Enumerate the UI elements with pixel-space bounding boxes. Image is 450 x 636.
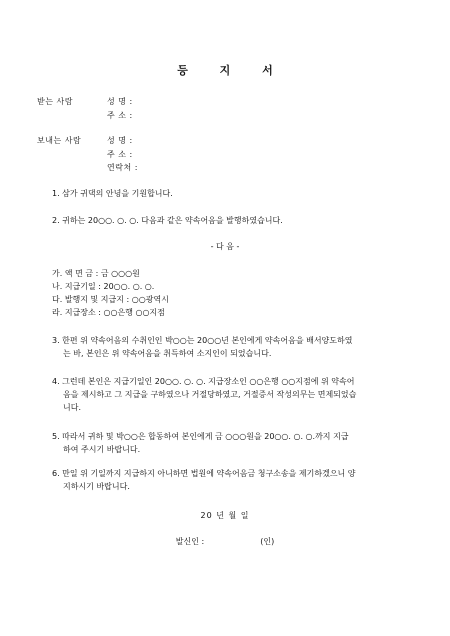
sender-contact-label: 연락처 :: [107, 163, 138, 172]
recipient-address-label: 주 소 :: [107, 111, 133, 120]
recipient-name-label: 성 명 :: [107, 97, 133, 106]
paragraph-3: [52, 334, 412, 360]
sender-label: 보내는 사람: [37, 136, 82, 145]
paragraph-3-line-2: 는 바, 본인은 위 약속어음을 취득하여 소지인이 되었습니다.: [63, 349, 272, 358]
detail-issue-place: 다. 발행지 및 지급지 : ○○광역시: [52, 295, 169, 304]
paragraph-2-text: 2. 귀하는 20○○. ○. ○. 다음과 같은 약속어음을 발행하였습니다.: [52, 216, 283, 225]
paragraph-2: [52, 214, 412, 227]
paragraph-5: [52, 430, 412, 456]
paragraph-4-line-2: 음을 제시하고 그 지급을 구하였으나 거절당하였고, 거절증서 작성의무는 면제되었습: [63, 390, 357, 399]
paragraph-4-line-1: 4. 그런데 본인은 지급기일인 20○○. ○. ○. 지급장소인 ○○은행 ○○지점에 위 약속어: [52, 377, 355, 386]
sender-signature-label: 발신인 :: [175, 537, 205, 546]
sender-signature-row: [0, 536, 450, 547]
paragraph-6: [52, 467, 412, 493]
seal-mark: (인): [260, 537, 275, 546]
paragraph-6-line-1: 6. 만일 위 기일까지 지급하지 아니하면 법원에 약속어음금 청구소송을 제기하겠으니 양: [52, 469, 356, 478]
detail-due-date: 나. 지급기일 : 20○○. ○. ○.: [52, 282, 155, 291]
paragraph-4-line-3: 니다.: [63, 403, 81, 412]
sender-address-label: 주 소 :: [107, 150, 133, 159]
recipient-label: 받는 사람: [37, 97, 73, 106]
paragraph-5-line-2: 하여 주시기 바랍니다.: [63, 445, 141, 454]
detail-amount: 가. 액 면 금 : 금 ○○○원: [52, 269, 140, 278]
date-line: 20 년 월 일: [200, 511, 250, 520]
sender-name-label: 성 명 :: [107, 136, 133, 145]
paragraph-3-line-1: 3. 한편 위 약속어음의 수취인인 박○○는 20○○년 본인에게 약속어음을 배서양도하였: [52, 336, 353, 345]
paragraph-1-text: 1. 삼가 귀댁의 안녕을 기원합니다.: [52, 189, 173, 198]
paragraph-6-line-2: 지하시기 바랍니다.: [63, 482, 130, 491]
paragraph-5-line-1: 5. 따라서 귀하 및 박○○은 합동하여 본인에게 금 ○○○원을 20○○. ○. ○.까지 지급: [52, 432, 349, 441]
detail-payment-place: 라. 지급장소 : ○○은행 ○○지점: [52, 308, 165, 317]
next-heading: - 다 음 -: [210, 242, 240, 251]
paragraph-4: [52, 375, 412, 414]
paragraph-1: [52, 187, 412, 200]
document-title: 등 지 서: [177, 64, 287, 77]
